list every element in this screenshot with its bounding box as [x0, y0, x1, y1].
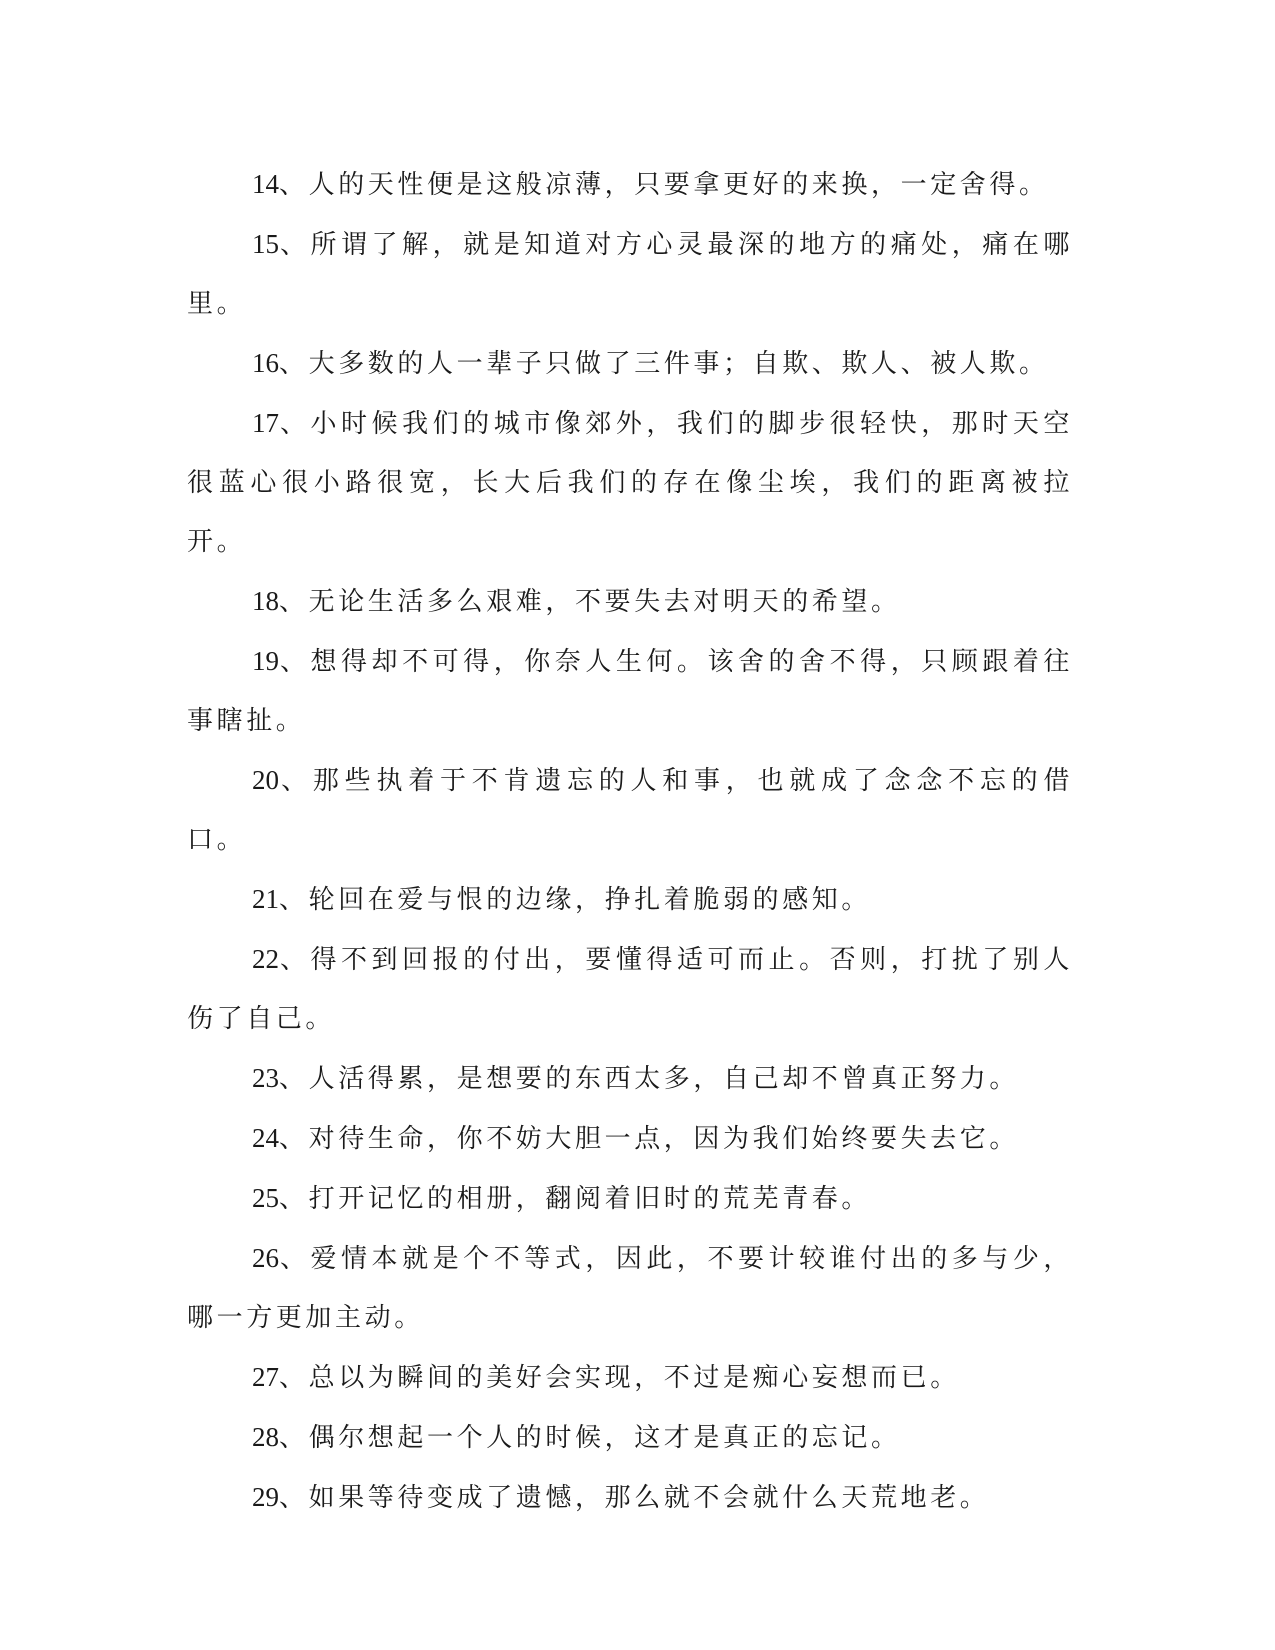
quote-list	[187, 155, 1073, 1528]
quote-separator: 、	[279, 409, 311, 439]
quote-text: 所谓了解，就是知道对方心灵最深的地方的痛处，痛在哪里。	[187, 230, 1073, 319]
quote-item-29	[187, 1468, 1073, 1528]
quote-separator: 、	[279, 1064, 309, 1094]
quote-item-16	[187, 334, 1073, 394]
quote-text: 无论生活多么艰难，不要失去对明天的希望。	[308, 587, 901, 617]
quote-item-15	[187, 215, 1073, 334]
quote-text: 爱情本就是个不等式，因此，不要计较谁付出的多与少，哪一方更加主动。	[187, 1244, 1073, 1333]
quote-number: 14	[252, 169, 279, 199]
quote-number: 26	[252, 1243, 279, 1273]
quote-number: 27	[252, 1362, 279, 1392]
quote-number: 29	[252, 1482, 279, 1512]
quote-separator: 、	[279, 587, 309, 617]
quote-separator: 、	[279, 1483, 309, 1513]
quote-separator: 、	[279, 349, 309, 379]
quote-text: 小时候我们的城市像郊外，我们的脚步很轻快，那时天空很蓝心很小路很宽，长大后我们的存在像尘埃，我们的距离被拉开。	[187, 409, 1073, 557]
quote-separator: 、	[279, 1244, 311, 1274]
quote-number: 25	[252, 1183, 279, 1213]
quote-text: 如果等待变成了遗憾，那么就不会就什么天荒地老。	[308, 1483, 990, 1513]
quote-number: 19	[252, 646, 279, 676]
quote-text: 轮回在爱与恨的边缘，挣扎着脆弱的感知。	[308, 885, 872, 915]
quote-separator: 、	[279, 1363, 309, 1393]
quote-item-14	[187, 155, 1073, 215]
quote-separator: 、	[279, 1124, 309, 1154]
quote-number: 17	[252, 408, 279, 438]
quote-item-27	[187, 1348, 1073, 1408]
quote-text: 那些执着于不肯遗忘的人和事，也就成了念念不忘的借口。	[187, 766, 1073, 855]
quote-number: 15	[252, 229, 279, 259]
quote-text: 想得却不可得，你奈人生何。该舍的舍不得，只顾跟着往事瞎扯。	[187, 647, 1073, 736]
quote-number: 16	[252, 348, 279, 378]
quote-item-24	[187, 1109, 1073, 1169]
quote-separator: 、	[279, 1184, 309, 1214]
quote-item-26	[187, 1229, 1073, 1348]
quote-item-22	[187, 930, 1073, 1049]
quote-text: 对待生命，你不妨大胆一点，因为我们始终要失去它。	[308, 1124, 1020, 1154]
quote-item-19	[187, 632, 1073, 751]
quote-number: 20	[252, 765, 279, 795]
quote-separator: 、	[279, 170, 309, 200]
quote-separator: 、	[279, 230, 311, 260]
quote-text: 总以为瞬间的美好会实现，不过是痴心妄想而已。	[308, 1363, 960, 1393]
quote-number: 28	[252, 1422, 279, 1452]
quote-item-28	[187, 1408, 1073, 1468]
quote-number: 22	[252, 944, 279, 974]
quote-text: 得不到回报的付出，要懂得适可而止。否则，打扰了别人伤了自己。	[187, 945, 1073, 1034]
quote-text: 人活得累，是想要的东西太多，自己却不曾真正努力。	[308, 1064, 1020, 1094]
quote-item-23	[187, 1049, 1073, 1109]
quote-number: 18	[252, 586, 279, 616]
quote-number: 21	[252, 884, 279, 914]
quote-item-25	[187, 1169, 1073, 1229]
quote-text: 偶尔想起一个人的时候，这才是真正的忘记。	[308, 1423, 901, 1453]
quote-item-20	[187, 751, 1073, 870]
quote-separator: 、	[279, 945, 311, 975]
quote-separator: 、	[279, 885, 309, 915]
quote-separator: 、	[279, 1423, 309, 1453]
quote-separator: 、	[279, 647, 311, 677]
quote-text: 人的天性便是这般凉薄，只要拿更好的来换，一定舍得。	[308, 170, 1049, 200]
quote-text: 大多数的人一辈子只做了三件事；自欺、欺人、被人欺。	[308, 349, 1049, 379]
quote-number: 24	[252, 1123, 279, 1153]
quote-item-21	[187, 870, 1073, 930]
quote-item-18	[187, 572, 1073, 632]
quote-separator: 、	[279, 766, 313, 796]
quote-number: 23	[252, 1063, 279, 1093]
quote-item-17	[187, 394, 1073, 572]
quote-text: 打开记忆的相册，翻阅着旧时的荒芜青春。	[308, 1184, 872, 1214]
